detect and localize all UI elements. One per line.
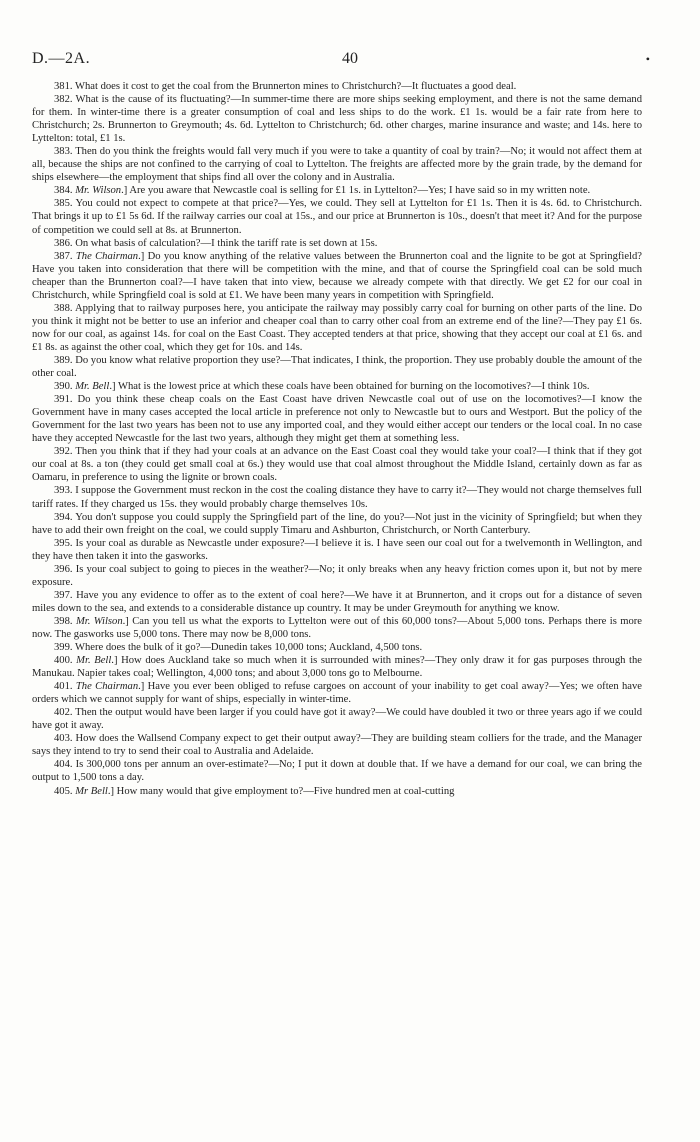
paragraph-396: 396. Is your coal subject to going to pieces in the weather?—No; it only breaks when any heavy friction comes upon it, but not by mere exposure. — [32, 563, 642, 588]
paragraph-401: 401. The Chairman.] Have you ever been obliged to refuse cargoes on account of your inability to get coal away?—Yes; we often have orders which we cannot supply for want of ships, especially in winter-time. — [32, 681, 643, 706]
testimony-body — [32, 80, 642, 798]
speaker-name: Mr. Wilson — [75, 185, 122, 197]
paragraph-394: 394. You don't suppose you could supply the Springfield part of the line, do you?—Not just in the vicinity of Springfield; but when they have to add their own freight on the coal, we could supply Timaru and Ashburton, Christchurch, or North Canterbury. — [32, 511, 642, 536]
header-mark: • — [645, 52, 650, 66]
page-number: 40 — [342, 50, 358, 67]
paragraph-403: 403. How does the Wallsend Company expect to get their output away?—They are building steam colliers for the trade, and the Manager says they intend to try to send their coal to Australia and Adelaide. — [32, 733, 642, 758]
paragraph-391: 391. Do you think these cheap coals on the East Coast have driven Newcastle coal out of use on the locomotives?—I know the Government have in many cases accepted the local article in preference not only to Newcastle but to ours and Westport. But the policy of the Government for the last two years has been not to use any imported coal, and they would either accept our tenders or the local coal. In no case have they accepted Newcastle for the last two years, although they might get them at something less. — [32, 394, 642, 445]
paragraph-405: 405. Mr Bell.] How many would that give employment to?—Five hundred men at coal-cutting — [54, 785, 455, 797]
speaker-name: Mr Bell — [75, 785, 108, 797]
paragraph-381: 381. What does it cost to get the coal from the Brunnerton mines to Christchurch?—It fluctuates a good deal. — [54, 81, 517, 92]
paragraph-383: 383. Then do you think the freights would fall very much if you were to take a quantity of coal by train?—No; it would not affect them at all, because the ships are not confined to the carrying of coal to Lyttelton. The freights are affected more by the grain trade, by the demand for ships elsewhere—the employment that ships find all over the colony and in Australia. — [32, 146, 642, 184]
paragraph-402: 402. Then the output would have been larger if you could have got it away?—We could have doubled it two or three years ago if we could have got it away. — [32, 707, 642, 732]
speaker-name: The Chairman — [75, 250, 139, 262]
speaker-name: Mr. Wilson — [75, 615, 123, 627]
paragraph-386: 386. On what basis of calculation?—I think the tariff rate is set down at 15s. — [54, 237, 378, 249]
paragraph-389: 389. Do you know what relative proportion they use?—That indicates, I think, the proportion. They use probably double the amount of the other coal. — [32, 354, 642, 380]
paragraph-404: 404. Is 300,000 tons per annum an over-estimate?—No; I put it down at double that. If we have a demand for our coal, we can bring the output to 1,500 tons a day. — [32, 759, 642, 784]
paragraph-392: 392. Then you think that if they had your coals at an advance on the East Coast coal they would take your coal?—I think that if they got our coal at 8s. a ton (they could get small coal at 6s.) they would use that coal almost throughout the Middle Island, certainly down as far as Oamaru, in preference to using the lignite or brown coals. — [32, 446, 642, 484]
paragraph-397: 397. Have you any evidence to offer as to the extent of coal here?—We have it at Brunnerton, and it crops out for a distance of seven miles down to the sea, and extends to a considerable distance up country. It may be under Greymouth for anything we know. — [32, 589, 642, 614]
speaker-name: Mr. Bell — [75, 381, 110, 393]
paragraph-385: 385. You could not expect to compete at that price?—Yes, we could. They sell at Lyttelton for £1 1s. Then it is 4s. 6d. to Christchurch. That brings it up to £1 5s 6d. If the railway carries our coal at 15s., and our price at Brunnerton is 10s., doesn't that meet it? And for the purpose of competition we could sell at 8s. at Brunnerton. — [32, 198, 642, 236]
paragraph-387: 387. The Chairman.] Do you know anything of the relative values between the Brunnerton coal and the lignite to be got at Springfield? Have you taken into consideration that there will be competition with the mine, and that of course the Springfield coal can be sold much cheaper than the Brunnerton coal?—I have taken that into view, because we already compete with that directly. We get £2 for our coal in Christchurch, while Springfield coal is sold at £1. We have been many years in competition with Springfield. — [32, 250, 643, 301]
speaker-name: The Chairman — [75, 681, 139, 693]
paragraph-393: 393. I suppose the Government must reckon in the cost the coaling distance they have to carry it?—They would not charge themselves full tariff rates. If they charged us 15s. they would probably charge themselves 10s. — [32, 485, 642, 510]
paragraph-390: 390. Mr. Bell.] What is the lowest price at which these coals have been obtained for burning on the locomotives?—I think 10s. — [54, 381, 590, 393]
speaker-name: Mr. Bell — [76, 655, 112, 667]
paragraph-399: 399. Where does the bulk of it go?—Dunedin takes 10,000 tons; Auckland, 4,500 tons. — [54, 642, 423, 654]
page-header — [32, 50, 650, 72]
paragraph-382: 382. What is the cause of its fluctuating?—In summer-time there are more ships seeking employment, and there is not the same demand for them. In winter-time there is a greater consumption of coal and less ships to do the work. £1 1s. would be a fair rate from here to Christchurch; 2s. Brunnerton to Greymouth; 4s. 6d. Lyttelton to Christchurch; 6d. other charges, marine insurance and waste; and 14s. here to Lyttelton: total, £1 1s. — [32, 94, 642, 145]
paragraph-388: 388. Applying that to railway purposes here, you anticipate the railway may possibly carry coal for burning on other parts of the line. Do you think it might not be better to use an inferior and cheaper coal than to carry other coal from an extreme end of the line?—They pay £1 6s. now for our coal, as against 14s. for coal on the East Coast. They accepted tenders at that price, showing that they accept our coal at £1 6s. and £1 8s. as against the other coal, which they get for 10s. and 14s. — [32, 302, 642, 353]
section-reference: D.—2A. — [32, 50, 91, 67]
paragraph-400: 400. Mr. Bell.] How does Auckland take so much when it is surrounded with mines?—They only draw it for gas purposes through the Manukau. Napier takes coal; Wellington, 4,000 tons; and about 3,000 tons go to Melbourne. — [32, 655, 642, 680]
paragraph-395: 395. Is your coal as durable as Newcastle under exposure?—I believe it is. I have seen our coal out for a twelvemonth in Wellington, and they have then taken it into the gasworks. — [32, 537, 642, 562]
paragraph-398: 398. Mr. Wilson.] Can you tell us what the exports to Lyttelton were out of this 60,000 tons?—About 5,000 tons. Perhaps there is more now. The gasworks use 5,000 tons. There may now be 8,000 tons. — [32, 615, 642, 640]
paragraph-384: 384. Mr. Wilson.] Are you aware that Newcastle coal is selling for £1 1s. in Lyttelton?—Yes; I have said so in my written note. — [54, 185, 591, 197]
